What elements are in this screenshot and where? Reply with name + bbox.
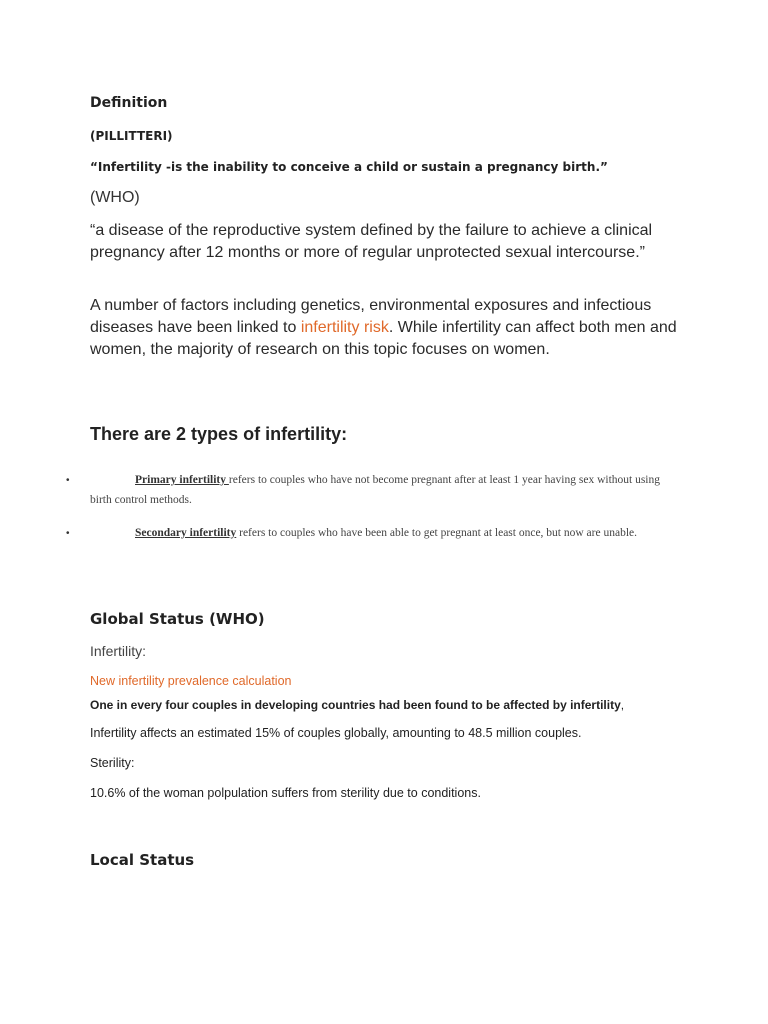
secondary-infertility-text: refers to couples who have been able to get pregnant at least once, but now are unable. — [236, 527, 637, 539]
pillitteri-quote: “Infertility -is the inability to conceive a child or sustain a pregnancy birth.” — [90, 160, 608, 174]
secondary-infertility-term: Secondary infertility — [135, 527, 237, 539]
list-item-primary-infertility — [90, 470, 670, 510]
sterility-statistic: 10.6% of the woman polpulation suffers from sterility due to conditions. — [90, 786, 481, 800]
sterility-label: Sterility: — [90, 756, 135, 770]
who-definition-quote: “a disease of the reproductive system defined by the failure to achieve a clinical pregnancy after 12 months or more of regular unprotected sexual intercourse.” — [90, 222, 653, 261]
local-status-heading: Local Status — [90, 851, 195, 869]
definition-heading: Definition — [90, 95, 168, 111]
types-heading: There are 2 types of infertility: — [90, 424, 348, 444]
one-in-four-suffix: , — [620, 698, 625, 712]
prevalence-calculation-link[interactable]: New infertility prevalence calculation — [90, 674, 292, 688]
source-pillitteri: (PILLITTERI) — [90, 129, 173, 143]
bullet-icon: • — [66, 475, 70, 486]
global-estimate: Infertility affects an estimated 15% of couples globally, amounting to 48.5 million couples. — [90, 726, 582, 740]
list-item-secondary-infertility — [90, 523, 670, 543]
one-in-four-text: One in every four couples in developing countries had been found to be affected by infertility — [90, 698, 621, 712]
factors-text-before: A number of factors including genetics, environmental exposures and infectious diseases have been linked to — [90, 297, 652, 336]
primary-infertility-term: Primary infertility — [135, 474, 229, 486]
global-status-heading: Global Status (WHO) — [90, 610, 265, 628]
primary-infertility-text: refers to couples who have not become pregnant after at least 1 year having sex without using birth control methods. — [90, 474, 661, 506]
source-who: (WHO) — [90, 189, 140, 206]
infertility-label: Infertility: — [90, 643, 147, 659]
bullet-icon: • — [66, 528, 70, 539]
one-in-four-statement — [90, 698, 624, 712]
infertility-risk-link[interactable]: infertility risk — [300, 319, 389, 336]
factors-paragraph — [90, 295, 690, 361]
factors-text-after: . While infertility can affect both men and women, the majority of research on this topic focuses on women. — [90, 319, 677, 358]
